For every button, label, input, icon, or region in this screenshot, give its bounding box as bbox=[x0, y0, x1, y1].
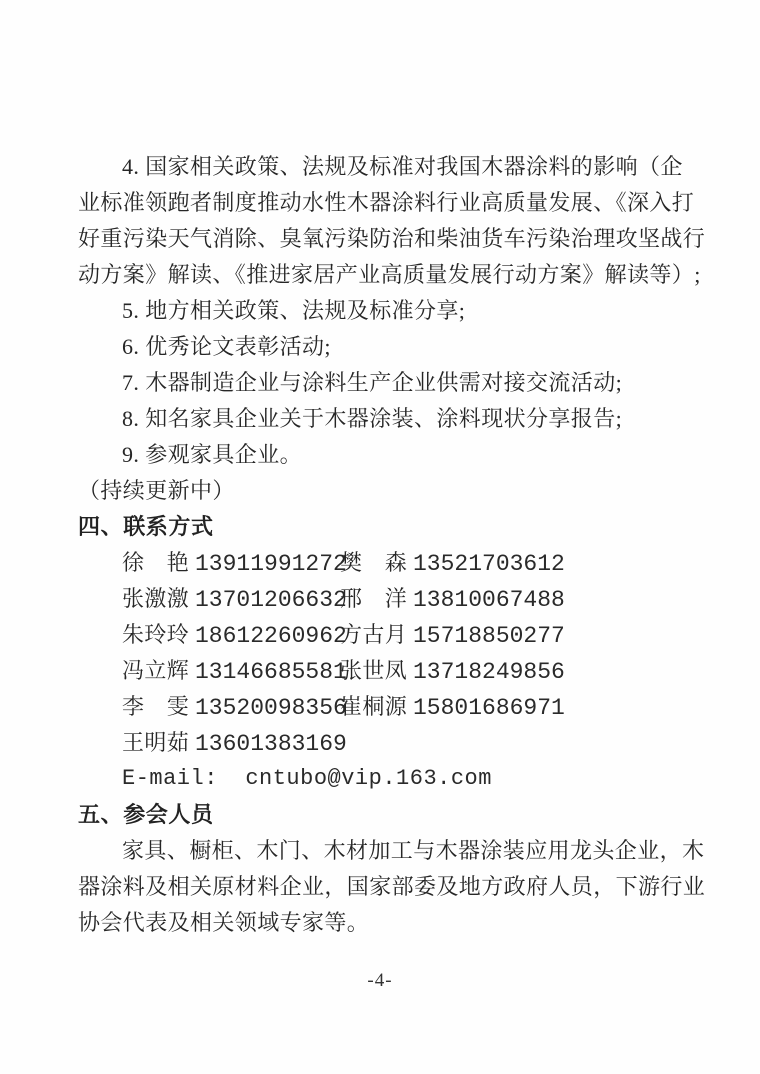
contact-name: 崔桐源 bbox=[340, 694, 408, 719]
contact-row bbox=[78, 545, 688, 581]
contact-entry bbox=[122, 581, 347, 618]
contact-entry bbox=[340, 617, 565, 654]
contact-phone: 13520098356 bbox=[195, 695, 347, 721]
agenda-item-9: 9. 参观家具企业。 bbox=[122, 442, 303, 467]
contact-name: 邢 洋 bbox=[340, 586, 408, 611]
document-body bbox=[78, 149, 706, 941]
contact-email: E-mail: cntubo@vip.163.com bbox=[122, 766, 492, 791]
contact-row bbox=[78, 581, 688, 617]
contact-phone: 13521703612 bbox=[413, 551, 565, 577]
contact-phone: 13601383169 bbox=[195, 731, 347, 757]
contact-phone: 13911991272 bbox=[195, 551, 347, 577]
contact-name: 冯立辉 bbox=[122, 658, 190, 683]
contact-name: 王明茹 bbox=[122, 730, 190, 755]
contact-phone: 13718249856 bbox=[413, 659, 565, 685]
contact-entry bbox=[340, 653, 565, 690]
contact-name: 樊 森 bbox=[340, 550, 408, 575]
contact-name: 徐 艳 bbox=[122, 550, 190, 575]
updating-note: （持续更新中） bbox=[78, 478, 235, 503]
contact-name: 朱玲玲 bbox=[122, 622, 190, 647]
agenda-item-8: 8. 知名家具企业关于木器涂装、涂料现状分享报告; bbox=[122, 406, 623, 431]
section-heading-contact: 四、联系方式 bbox=[78, 514, 214, 539]
contact-entry bbox=[122, 725, 347, 762]
contact-name: 方古月 bbox=[340, 622, 408, 647]
contact-phone: 15801686971 bbox=[413, 695, 565, 721]
agenda-item-4-line-2: 业标准领跑者制度推动水性木器涂料行业高质量发展、《深入打 bbox=[78, 190, 695, 215]
page-number: -4- bbox=[367, 970, 393, 991]
participants-line-3: 协会代表及相关领域专家等。 bbox=[78, 910, 370, 935]
contact-entry bbox=[340, 689, 565, 726]
contact-row bbox=[78, 653, 688, 689]
contact-row bbox=[78, 725, 688, 761]
participants-line-2: 器涂料及相关原材料企业，国家部委及地方政府人员，下游行业 bbox=[78, 874, 706, 899]
participants-line-1: 家具、橱柜、木门、木材加工与木器涂装应用龙头企业，木 bbox=[122, 838, 705, 863]
contact-entry bbox=[340, 545, 565, 582]
contact-phone: 13810067488 bbox=[413, 587, 565, 613]
agenda-item-4-line-3: 好重污染天气消除、臭氧污染防治和柴油货车污染治理攻坚战行 bbox=[78, 226, 706, 251]
agenda-item-5: 5. 地方相关政策、法规及标准分享; bbox=[122, 298, 466, 323]
agenda-item-4-line-1: 4. 国家相关政策、法规及标准对我国木器涂料的影响（企 bbox=[122, 154, 683, 179]
contact-name: 李 雯 bbox=[122, 694, 190, 719]
contact-row bbox=[78, 689, 688, 725]
contact-entry bbox=[122, 617, 347, 654]
contact-phone: 15718850277 bbox=[413, 623, 565, 649]
contact-entry bbox=[122, 545, 347, 582]
contact-entry bbox=[122, 653, 347, 690]
contact-phone: 13146685581 bbox=[195, 659, 347, 685]
contact-phone: 13701206632 bbox=[195, 587, 347, 613]
contact-entry bbox=[340, 581, 565, 618]
agenda-item-4-line-4: 动方案》解读、《推进家居产业高质量发展行动方案》解读等）; bbox=[78, 262, 701, 287]
section-heading-participants: 五、参会人员 bbox=[78, 802, 214, 827]
contact-row bbox=[78, 617, 688, 653]
agenda-item-7: 7. 木器制造企业与涂料生产企业供需对接交流活动; bbox=[122, 370, 623, 395]
contact-name: 张激激 bbox=[122, 586, 190, 611]
agenda-item-6: 6. 优秀论文表彰活动; bbox=[122, 334, 331, 359]
contact-phone: 18612260962 bbox=[195, 623, 347, 649]
contact-entry bbox=[122, 689, 347, 726]
contact-name: 张世凤 bbox=[340, 658, 408, 683]
